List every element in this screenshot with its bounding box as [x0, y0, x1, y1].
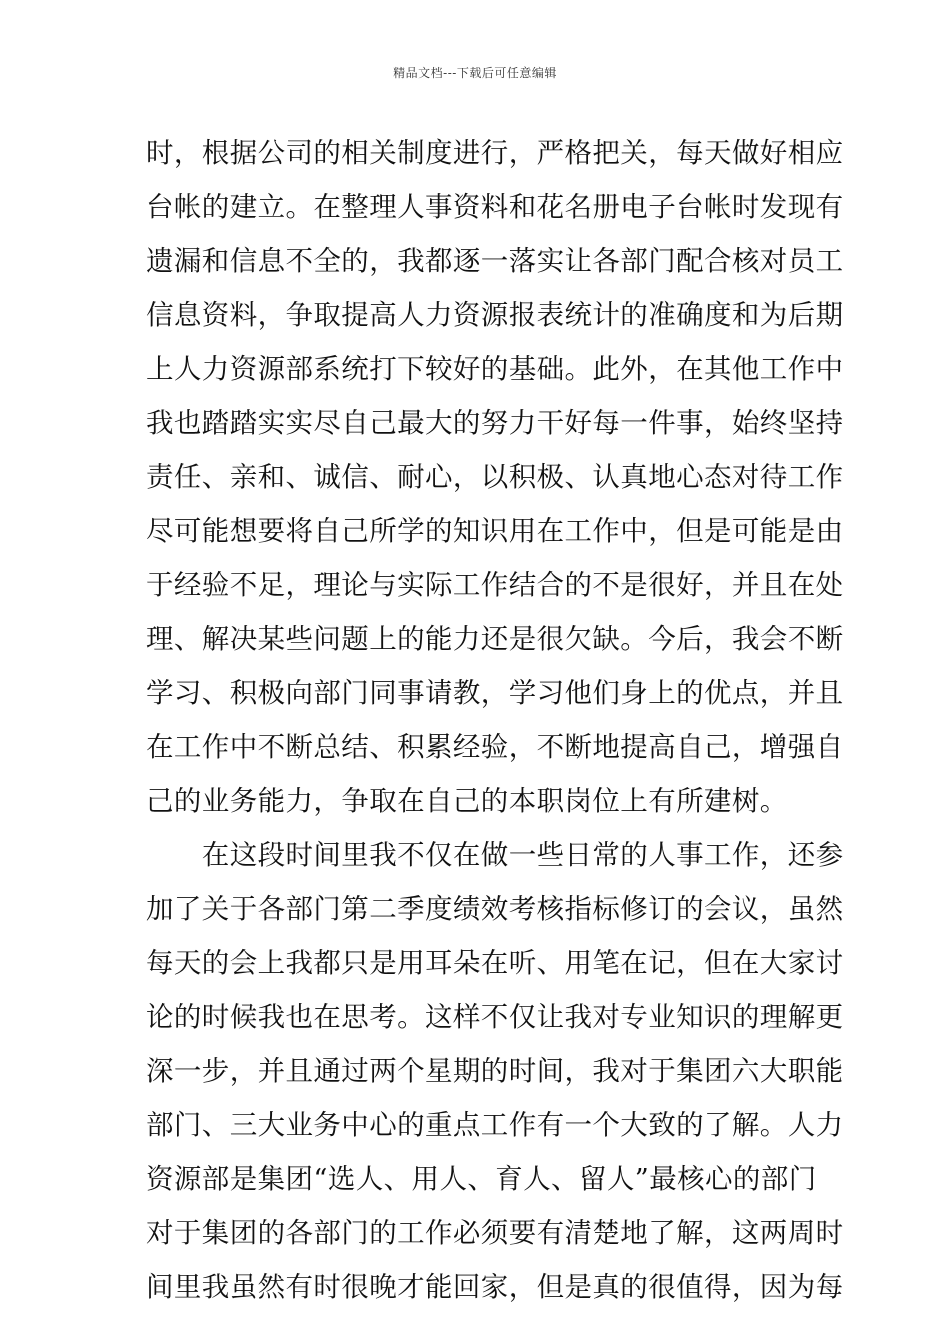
text-line: 理、解决某些问题上的能力还是很欠缺。今后，我会不断	[146, 623, 844, 655]
text-line: 论的时候我也在思考。这样不仅让我对专业知识的理解更	[146, 1001, 844, 1033]
text-line: 信息资料，争取提高人力资源报表统计的准确度和为后期	[146, 299, 844, 331]
page-header: 精品文档---下载后可任意编辑	[393, 66, 557, 80]
text-line: 于经验不足，理论与实际工作结合的不是很好，并且在处	[146, 569, 844, 601]
text-line: 深一步，并且通过两个星期的时间，我对于集团六大职能	[146, 1055, 844, 1087]
text-line: 在工作中不断总结、积累经验，不断地提高自己，增强自	[146, 731, 844, 763]
text-line: 对于集团的各部门的工作必须要有清楚地了解，这两周时	[146, 1217, 844, 1249]
text-line: 在这段时间里我不仅在做一些日常的人事工作，还参	[146, 839, 844, 871]
text-line: 上人力资源部系统打下较好的基础。此外，在其他工作中	[146, 353, 844, 385]
text-line: 学习、积极向部门同事请教，学习他们身上的优点，并且	[146, 677, 844, 709]
text-line: 责任、亲和、诚信、耐心，以积极、认真地心态对待工作	[146, 461, 844, 493]
text-line: 每天的会上我都只是用耳朵在听、用笔在记，但在大家讨	[146, 947, 844, 979]
text-line: 己的业务能力，争取在自己的本职岗位上有所建树。	[146, 785, 788, 817]
text-line: 时，根据公司的相关制度进行，严格把关，每天做好相应	[146, 137, 844, 169]
text-line: 台帐的建立。在整理人事资料和花名册电子台帐时发现有	[146, 191, 844, 223]
text-line: 尽可能想要将自己所学的知识用在工作中，但是可能是由	[146, 515, 844, 547]
body-text	[146, 126, 844, 1314]
text-line: 遗漏和信息不全的，我都逐一落实让各部门配合核对员工	[146, 245, 844, 277]
text-line: 部门、三大业务中心的重点工作有一个大致的了解。人力	[146, 1109, 844, 1141]
text-line: 资源部是集团“选人、用人、育人、留人”最核心的部门	[146, 1163, 817, 1195]
text-line: 间里我虽然有时很晚才能回家，但是真的很值得，因为每	[146, 1271, 844, 1303]
text-line: 加了关于各部门第二季度绩效考核指标修订的会议，虽然	[146, 893, 844, 925]
text-line: 我也踏踏实实尽自己最大的努力干好每一件事，始终坚持	[146, 407, 844, 439]
